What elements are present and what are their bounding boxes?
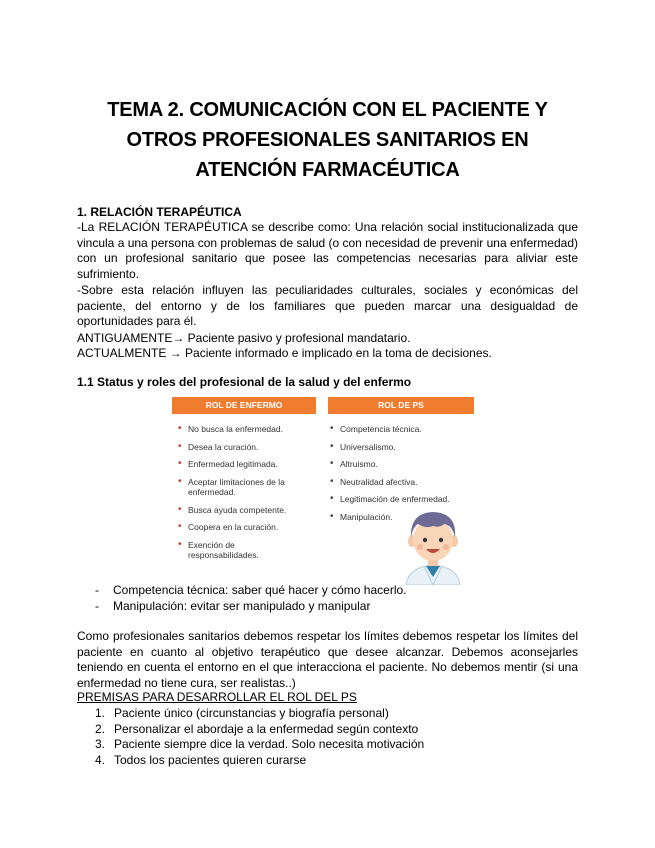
rol-ps-header: ROL DE PS <box>328 397 474 414</box>
paragraph-limites: Como profesionales sanitarios debemos respetar los límites debemos respetar los límites del paciente en cuanto al objetivo terapéutico que desee alcanzar. Debemos aconsejarles teniendo en cuenta el entorno en el que interacciona el paciente. No debemos mentir (si una enfermedad no tiene cura, ser realistas..) <box>77 629 578 690</box>
dash-list <box>95 582 407 614</box>
list-item: - Competencia técnica: saber qué hacer y cómo hacerlo. <box>95 582 407 598</box>
list-item <box>95 737 424 753</box>
list-item <box>95 706 424 722</box>
list-item <box>95 722 424 738</box>
list-item: • Competencia técnica. <box>330 424 475 435</box>
rol-enfermo-header: ROL DE ENFERMO <box>172 397 316 414</box>
item-number: 3. <box>95 737 106 752</box>
roles-figure <box>172 397 477 585</box>
premisas-list <box>95 706 424 768</box>
title-line-2: OTROS PROFESIONALES SANITARIOS EN <box>126 129 529 151</box>
line-antiguamente: ANTIGUAMENTE→ Paciente pasivo y profesional mandatario. <box>77 331 411 345</box>
list-item: • Aceptar limitaciones de la enfermedad. <box>178 477 308 498</box>
list-item: • Altruismo. <box>330 459 475 470</box>
item-number: 1. <box>95 706 106 720</box>
section-heading-relacion: 1. RELACIÓN TERAPÉUTICA <box>77 205 242 219</box>
list-item: • Exención de responsabilidades. <box>178 540 308 561</box>
line-actualmente: ACTUALMENTE → Paciente informado e implicado en la toma de decisiones. <box>77 346 492 360</box>
title-line-3: ATENCIÓN FARMACÉUTICA <box>195 159 460 181</box>
list-item: • Neutralidad afectiva. <box>330 477 475 488</box>
rol-enfermo-list <box>178 424 308 561</box>
list-item: • No busca la enfermedad. <box>178 424 308 435</box>
section-heading-status-roles: 1.1 Status y roles del profesional de la salud y del enfermo <box>77 375 412 389</box>
paragraph-influencias: -Sobre esta relación influyen las peculiaridades culturales, sociales y económicas del paciente, del entorno y de los familiares que pueden marcar una desigualdad de oportunidades para él. <box>77 283 578 329</box>
list-item: • Legitimación de enfermedad. <box>330 494 475 505</box>
doctor-avatar-illustration <box>400 505 466 585</box>
list-item: • Busca ayuda competente. <box>178 505 308 516</box>
item-text: Paciente único (circunstancias y biografía personal) <box>114 706 389 720</box>
paragraph-definicion: -La RELACIÓN TERAPÉUTICA se describe como: Una relación social institucionalizada que vincula a una persona con problemas de salud (o con necesidad de prevenir una enfermedad) con un profesional sanitario que posee las competencias necesarias para aliviar este sufrimiento. <box>77 220 578 281</box>
list-item: • Universalismo. <box>330 442 475 453</box>
list-item: • Desea la curación. <box>178 442 308 453</box>
premisas-heading: PREMISAS PARA DESARROLLAR EL ROL DEL PS <box>77 690 357 704</box>
title-line-1: TEMA 2. COMUNICACIÓN CON EL PACIENTE Y <box>107 99 548 121</box>
item-text: Paciente siempre dice la verdad. Solo necesita motivación <box>114 737 425 752</box>
page-title <box>60 95 595 185</box>
item-number: 4. <box>95 752 106 767</box>
list-item: • Manipulación. <box>330 512 475 523</box>
list-item: • Enfermedad legitimada. <box>178 459 308 470</box>
list-item <box>95 753 424 769</box>
item-number: 2. <box>95 721 106 736</box>
list-item: • Coopera en la curación. <box>178 522 308 533</box>
item-text: Personalizar el abordaje a la enfermedad según contexto <box>114 721 419 736</box>
item-text: Todos los pacientes quieren curarse <box>114 752 307 767</box>
list-item: - Manipulación: evitar ser manipulado y manipular <box>95 598 407 614</box>
